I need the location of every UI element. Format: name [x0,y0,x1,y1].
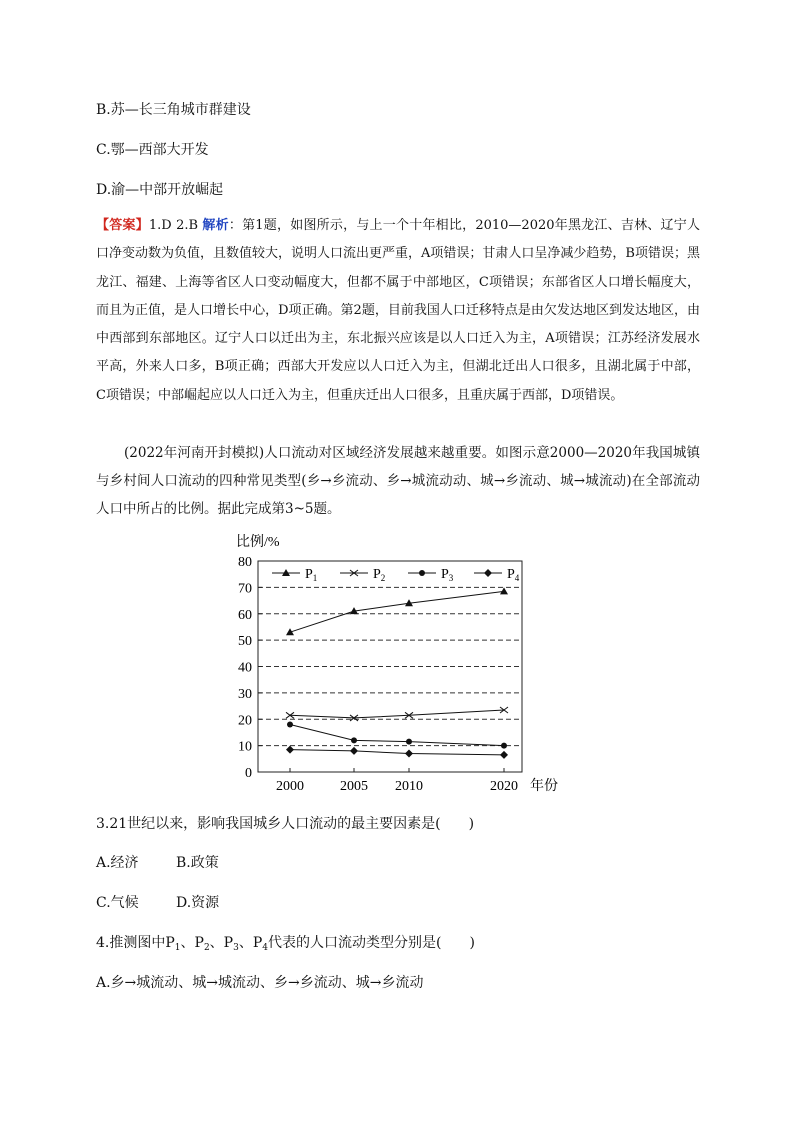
data-point-circle [351,737,357,743]
line-chart [228,533,568,798]
q4-sub-4: 4 [262,943,268,953]
x-tick-label: 2020 [490,779,518,794]
q3-options-row2 [96,893,219,913]
q4-sep-1: 、P [180,935,204,951]
legend-label-p2: $P_2$ [373,567,386,583]
series-line-p1 [290,591,504,632]
q3-option-d[interactable]: D.资源 [176,895,220,911]
data-point-circle [419,570,425,576]
answer-tag: 【答案】 [96,218,149,233]
q4-stem-post: 代表的人口流动类型分别是( ) [267,935,475,951]
data-point-diamond [484,569,492,577]
q4-sep-2: 、P [209,935,234,951]
y-axis-label: 比例/% [236,535,280,550]
q3-option-c[interactable]: C.气候 [96,895,139,911]
series-line-p4 [290,750,504,755]
data-point-diamond [350,747,358,755]
y-tick-label: 0 [245,766,252,781]
option-b-prev: B.苏—长三角城市群建设 [96,102,251,118]
y-tick-label: 40 [238,660,252,676]
y-tick-label: 60 [238,607,252,623]
data-point-diamond [286,746,294,754]
data-point-diamond [500,751,508,759]
data-point-triangle [500,587,508,594]
series-line-p2 [290,710,504,718]
x-tick-label: 2000 [276,779,304,794]
y-tick-label: 50 [238,634,252,650]
q4-sub-2: 2 [203,943,210,953]
y-tick-label: 10 [238,739,252,755]
data-point-circle [406,739,412,745]
answer-explanation [96,212,700,410]
data-point-circle [501,743,507,749]
q4-sub-1: 1 [174,943,181,953]
legend-label-p1: $P_1$ [305,567,318,583]
y-tick-label: 20 [238,713,252,729]
q4-sep-3: 、P [238,935,263,951]
q4-stem [96,933,475,953]
y-tick-label: 70 [238,581,252,597]
q3-option-b[interactable]: B.政策 [176,855,219,871]
option-c-prev: C.鄂—西部大开发 [96,142,209,158]
x-tick-label: 2010 [395,779,423,794]
q3-option-a[interactable]: A.经济 [96,855,139,871]
y-tick-label: 30 [238,686,252,702]
data-point-diamond [405,750,413,758]
legend-label-p4: $P_4$ [507,567,520,583]
q4-stem-pre: 4.推测图中P [96,935,175,951]
x-tick-label: 2005 [340,779,368,794]
series-line-p3 [290,725,504,746]
answer-text: 1.D 2.B [148,218,203,233]
analysis-label: 解析 [202,218,229,233]
data-point-circle [287,722,293,728]
q3-stem: 3.21世纪以来，影响我国城乡人口流动的最主要因素是( ) [96,816,475,832]
q3-options-row1 [96,853,219,873]
x-axis-label: 年份 [530,779,558,794]
explanation-text: ：第1题，如图所示，与上一个十年相比，2010—2020年黑龙江、吉林、辽宁人口净变动数为负值，且数值较大，说明人口流出更严重，A项错误；甘肃人口呈净减少趋势，B项错误；黑龙江、福建、上海等省区人口变动幅度大，但都不属于中部地区，C项错误；东部省区人口增长幅度大，而且为正值，是人口增长中心，D项正确。第2题，目前我国人口迁移特点是由欠发达地区到发达地区，由中西部到东部地区。辽宁人口以迁出为主，东北振兴应该是以人口迁入为主，A项错误；江苏经济发展水平高，外来人口多，B项正确；西部大开发应以人口迁入为主，但湖北迁出人口很多，且湖北属于中部，C项错误；中部崛起应以人口迁入为主，但重庆迁出人口很多，且重庆属于西部，D项错误。 [96,218,700,403]
legend-label-p3: $P_3$ [441,567,454,583]
option-d-prev: D.渝—中部开放崛起 [96,182,224,198]
q4-option-a[interactable]: A.乡→城流动、城→城流动、乡→乡流动、城→乡流动 [96,975,424,991]
q4-sub-3: 3 [233,943,239,953]
y-tick-label: 80 [238,555,252,570]
question-intro: (2022年河南开封模拟)人口流动对区域经济发展越来越重要。如图示意2000—2020年我国城镇与乡村间人口流动的四种常见类型(乡→乡流动、乡→城流动动、城→乡流动、城→城流动)在全部流动人口中所占的比例。据此完成第3~5题。 [96,445,700,517]
